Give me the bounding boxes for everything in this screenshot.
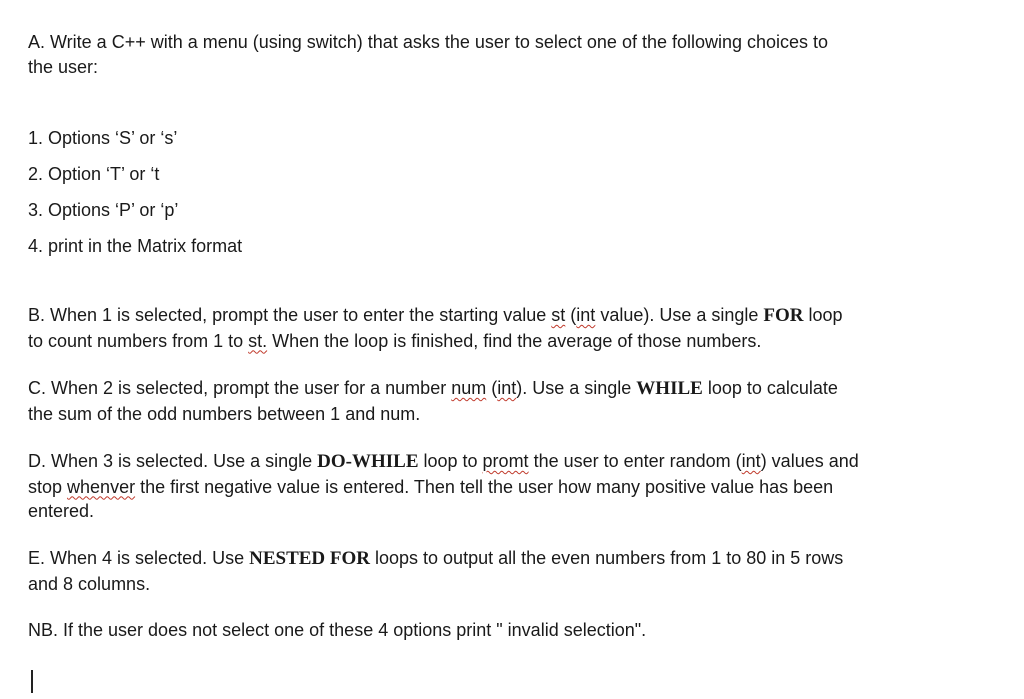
section-d-paragraph (28, 449, 988, 524)
spellcheck-word: int (497, 378, 517, 398)
bold-keyword: DO-WHILE (317, 451, 419, 472)
text-cursor[interactable] (31, 670, 33, 693)
text-run: stop (28, 476, 68, 497)
text-run: E. When 4 is selected. Use (28, 548, 250, 568)
section-e-line-1 (28, 546, 988, 572)
text-run: D. When 3 is selected. Use a single (28, 451, 318, 471)
section-c-paragraph (28, 376, 988, 426)
spellcheck-word: whenver (67, 476, 136, 497)
spellcheck-word: int (741, 451, 761, 471)
bold-keyword: WHILE (636, 378, 703, 399)
text-run: ) values and (760, 451, 859, 471)
text-run: the user to enter random ( (528, 451, 742, 471)
spellcheck-word: st (551, 305, 566, 325)
text-run: C. When 2 is selected, prompt the user for a number (28, 378, 452, 398)
text-run: loop to calculate (702, 378, 838, 398)
text-run: to count numbers from 1 to (28, 330, 249, 351)
text-run: value). Use a single (595, 305, 764, 325)
spellcheck-word: st. (248, 330, 268, 351)
bold-keyword: NESTED FOR (249, 548, 370, 569)
section-e-paragraph (28, 546, 988, 596)
spellcheck-word: num (451, 378, 487, 398)
text-run: loops to output all the even numbers from 1 to 80 in 5 rows (370, 548, 844, 568)
intro-paragraph (28, 30, 988, 79)
text-run: ). Use a single (516, 378, 637, 398)
text-run: ( (565, 305, 577, 325)
spellcheck-word: int (576, 305, 596, 325)
section-c-line-2: the sum of the odd numbers between 1 and num. (28, 403, 421, 424)
text-run: loop (803, 305, 843, 325)
note-paragraph (28, 618, 988, 643)
option-item-4: 4. print in the Matrix format (28, 236, 243, 256)
text-run: When the loop is finished, find the average of those numbers. (267, 330, 762, 351)
section-d-line-3: entered. (28, 501, 95, 521)
spellcheck-word: promt (482, 451, 529, 471)
section-b-paragraph (28, 303, 988, 353)
section-d-line-1 (28, 449, 988, 475)
text-run: loop to (418, 451, 483, 471)
text-run: B. When 1 is selected, prompt the user to enter the starting value (28, 305, 552, 325)
text-run: ( (486, 378, 498, 398)
section-b-line-2 (28, 329, 988, 354)
intro-line-1: A. Write a C++ with a menu (using switch) that asks the user to select one of the following choices to (28, 32, 829, 52)
section-b-line-1 (28, 303, 988, 329)
option-item-3: 3. Options ‘P’ or ‘p’ (28, 200, 179, 220)
section-e-line-2: and 8 columns. (28, 573, 151, 594)
section-d-line-2 (28, 475, 988, 500)
text-run: the first negative value is entered. Then tell the user how many positive value has been (135, 476, 834, 497)
option-item-1: 1. Options ‘S’ or ‘s’ (28, 128, 178, 148)
option-item-2: 2. Option ‘T’ or ‘t (28, 164, 160, 184)
note-line: NB. If the user does not select one of these 4 options print " invalid selection". (28, 620, 647, 640)
bold-keyword: FOR (763, 305, 804, 326)
intro-line-2: the user: (28, 56, 99, 77)
section-c-line-1 (28, 376, 988, 402)
